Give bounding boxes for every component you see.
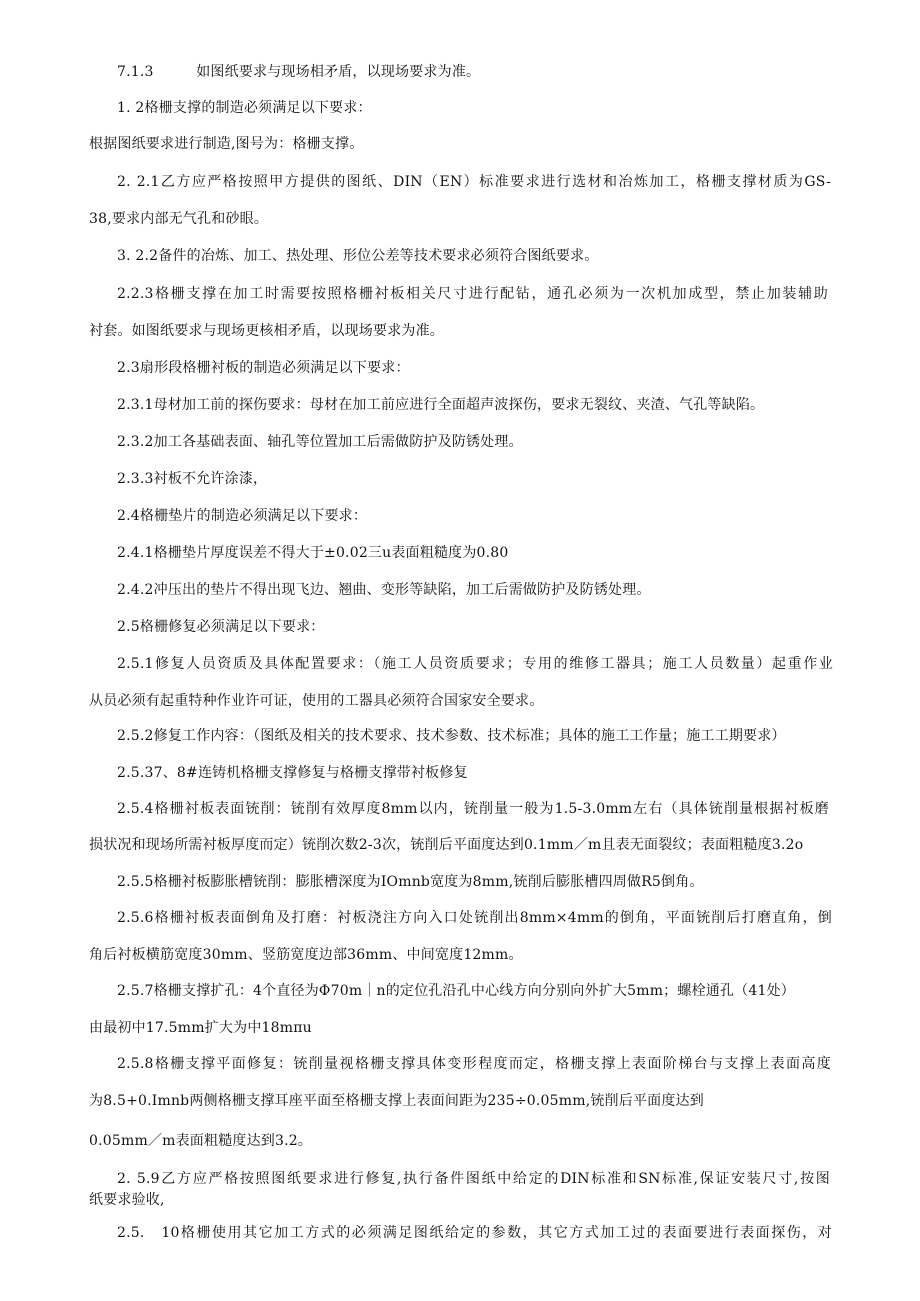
text-line-2-5-8-cont-2: 0.05mm／m表面粗糙度达到3.2。 <box>89 1133 313 1149</box>
text-line-2-3-3: 2.3.3衬板不允许涂漆， <box>117 471 268 487</box>
text-line-2-5-2: 2.5.2修复工作内容：（图纸及相关的技术要求、技术参数、技术标准；具体的施工工作量；施工工期要求） <box>117 728 786 744</box>
text-line-2-1: 2. 2.1乙方应严格按照甲方提供的图纸、DIN（EN）标准要求进行选材和冶炼加工，格栅支撑材质为GS- <box>117 174 831 190</box>
text-line-2-5-8-cont: 为8.5+0.Imnb两侧格栅支撑耳座平面至格栅支撑上表面间距为235÷0.05mm,铳削后平面度达到 <box>89 1093 704 1109</box>
text-line-2-4-2: 2.4.2冲压出的垫片不得出现飞边、翘曲、变形等缺陷，加工后需做防护及防锈处理。 <box>117 582 651 598</box>
text-line-2-5: 2.5格栅修复必须满足以下要求： <box>117 619 325 635</box>
text-line-2-2: 3. 2.2备件的冶炼、加工、热处理、形位公差等技术要求必须符合图纸要求。 <box>117 248 599 264</box>
text-line-2-4: 2.4格栅垫片的制造必须满足以下要求： <box>117 508 368 524</box>
text-line-2-5-3: 2.5.37、8#连铸机格栅支撑修复与格栅支撑带衬板修复 <box>117 765 468 781</box>
text-line-2-5-1: 2.5.1修复人员资质及具体配置要求：（施工人员资质要求；专用的维修工器具；施工人员数量）起重作业 <box>117 656 833 672</box>
text-line-2-5-4: 2.5.4格栅衬板表面铳削：铳削有效厚度8mm以内，铳削量一般为1.5-3.0mm左右（具体铳削量根据衬板磨 <box>117 801 829 817</box>
text-line-2-5-10: 2.5. 10格栅使用其它加工方式的必须满足图纸给定的参数，其它方式加工过的表面要进行表面探伤，对 <box>117 1225 832 1241</box>
text-line-2-4-1: 2.4.1格栅垫片厚度误差不得大于±0.02三u表面粗糙度为0.80 <box>117 545 509 561</box>
text-line-2-2-3: 2.2.3格栅支撑在加工时需要按照格栅衬板相关尺寸进行配钻，通孔必须为一次机加成型，禁止加装辅助 <box>117 286 828 302</box>
text-line-2-5-6-cont: 角后衬板横筋宽度30mm、竖筋宽度边部36mm、中间宽度12mm。 <box>89 947 523 963</box>
text-line-drawing-number: 根据图纸要求进行制造,图号为：格栅支撑。 <box>89 136 364 152</box>
text-line-2-2-3-cont: 衬套。如图纸要求与现场更核相矛盾，以现场要求为准。 <box>89 323 444 339</box>
text-line-2-5-7: 2.5.7格栅支撑扩孔：4个直径为Φ70m｜n的定位孔沿孔中心线方向分别向外扩大5mm；螺栓通孔（41处） <box>117 983 795 999</box>
text-line-2-3-2: 2.3.2加工各基础表面、轴孔等位置加工后需做防护及防锈处理。 <box>117 434 523 450</box>
text-line-2-3-1: 2.3.1母材加工前的探伤要求：母材在加工前应进行全面超声波探伤，要求无裂纹、夹渣、气孔等缺陷。 <box>117 397 765 413</box>
text-line-2-5-1-cont: 从员必须有起重特种作业许可证，使用的工器具必须符合国家安全要求。 <box>89 693 544 709</box>
text-line-2-5-9-cont: 纸要求验收, <box>89 1192 165 1208</box>
text-line-2-5-5: 2.5.5格栅衬板膨胀槽铳削：膨胀槽深度为IOmnb宽度为8mm,铳削后膨胀槽四周做R5倒角。 <box>117 874 704 890</box>
text-line-2-5-9: 2. 5.9乙方应严格按照图纸要求进行修复,执行备件图纸中给定的DIN标准和SN标准,保证安装尺寸,按图 <box>117 1171 830 1187</box>
text-line-7-1-3: 7.1.3 如图纸要求与现场相矛盾，以现场要求为准。 <box>117 64 481 80</box>
text-line-2-5-8: 2.5.8格栅支撑平面修复：铳削量视格栅支撑具体变形程度而定，格栅支撑上表面阶梯台与支撑上表面高度 <box>117 1056 831 1072</box>
text-line-2-5-4-cont: 损状况和现场所需衬板厚度而定）铳削次数2-3次，铳削后平面度达到0.1mm／m且表无面裂纹；表面粗糙度3.2o <box>89 837 804 853</box>
text-line-2-3: 2.3扇形段格栅衬板的制造必须满足以下要求： <box>117 360 410 376</box>
text-line-2-5-6: 2.5.6格栅衬板表面倒角及打磨：衬板浇注方向入口处铳削出8mm×4mm的倒角，平面铳削后打磨直角，倒 <box>117 910 832 926</box>
text-line-2-1-cont: 38,要求内部无气孔和砂眼。 <box>89 211 269 227</box>
text-line-2-5-7-cont: 由最初中17.5mm扩大为中18mπu <box>89 1020 312 1036</box>
text-line-1-2: 1. 2格栅支撑的制造必须满足以下要求： <box>117 100 372 116</box>
